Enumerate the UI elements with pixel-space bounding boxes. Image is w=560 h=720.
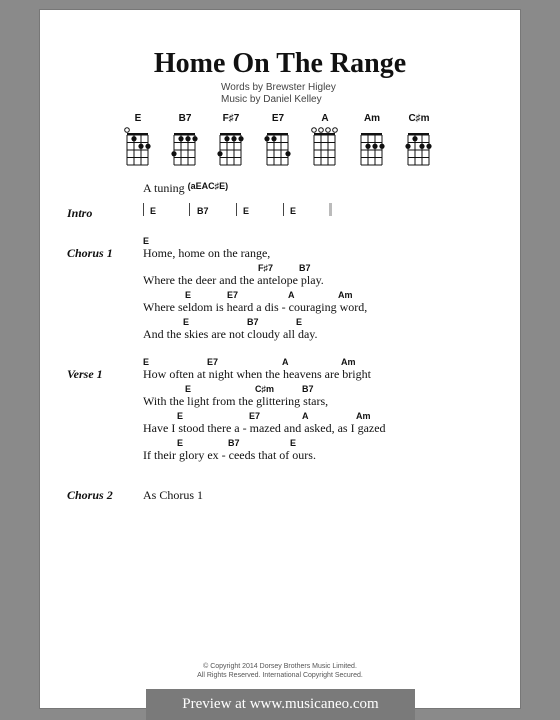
finger-dot [372, 144, 377, 149]
chord-name: F♯7 [222, 113, 240, 124]
copyright-line-2: All Rights Reserved. International Copyright Secured. [197, 672, 363, 679]
tuning-label [143, 181, 228, 196]
copyright-line-1: © Copyright 2014 Dorsey Brothers Music Limited. [203, 663, 357, 670]
nut [314, 133, 335, 136]
intro-chord: E [243, 206, 250, 216]
chord-symbol: B7 [302, 384, 314, 394]
fretboard-grid [263, 125, 293, 169]
finger-dot [412, 136, 417, 141]
lyric-line: If their glory ex - ceeds that of ours. [143, 448, 316, 462]
finger-dot [192, 136, 197, 141]
finger-dot [405, 144, 410, 149]
fretboard-grid [357, 125, 387, 169]
nut [361, 133, 382, 136]
chord-symbol: E7 [227, 290, 239, 300]
chord-symbol: A [288, 290, 295, 300]
finger-dot [185, 136, 190, 141]
lyric-line: Where seldom is heard a dis - couraging word, [143, 300, 368, 314]
fretboard-grid [123, 125, 153, 169]
tuning-notes: (aEAC♯E) [187, 181, 229, 191]
lyric-line: With the light from the glittering stars, [143, 394, 329, 408]
nut [127, 133, 148, 136]
fretboard-grid [216, 125, 246, 169]
finger-dot [419, 144, 424, 149]
finger-dot [145, 144, 150, 149]
sheet-music-page [39, 9, 521, 709]
section-label-chorus-1: Chorus 1 [67, 246, 113, 260]
finger-dot [131, 136, 136, 141]
tuning-text: A tuning [143, 181, 185, 195]
finger-dot [231, 136, 236, 141]
fretboard-grid [404, 125, 434, 169]
finger-dot [238, 136, 243, 141]
preview-watermark-banner[interactable]: Preview at www.musicaneo.com [146, 689, 415, 720]
chord-name: B7 [178, 113, 192, 124]
lyric-line: How often at night when the heavens are bright [143, 367, 371, 381]
fretboard-grid [310, 125, 340, 169]
nut [220, 133, 241, 136]
barline [143, 203, 144, 216]
finger-dot [171, 151, 176, 156]
intro-chord: E [150, 206, 157, 216]
finger-dot [224, 136, 229, 141]
section-label-intro: Intro [67, 206, 93, 220]
chord-symbol: Am [341, 357, 356, 367]
finger-dot [426, 144, 431, 149]
nut [267, 133, 288, 136]
chord-symbol: Am [338, 290, 353, 300]
nut [408, 133, 429, 136]
chord-name: C♯m [408, 113, 430, 124]
open-string-marker [326, 128, 331, 133]
lyric-line: Have I stood there a - mazed and asked, as I gazed [143, 421, 386, 435]
chord-symbol: E [185, 384, 192, 394]
section-label-chorus-2: Chorus 2 [67, 488, 113, 502]
chord-name: Am [363, 113, 381, 124]
nut [174, 133, 195, 136]
chord-symbol: E [185, 290, 192, 300]
intro-chord: B7 [197, 206, 209, 216]
chord-symbol: E [143, 236, 150, 246]
open-string-marker [333, 128, 338, 133]
chord-name: E7 [271, 113, 285, 124]
finger-dot [217, 151, 222, 156]
lyric-line: Home, home on the range, [143, 246, 271, 260]
chord-symbol: E [177, 411, 184, 421]
open-string-marker [319, 128, 324, 133]
chord-name: A [321, 113, 329, 124]
chord-symbol: B7 [228, 438, 240, 448]
fretboard-grid [170, 125, 200, 169]
barline [283, 203, 284, 216]
end-barline [329, 203, 332, 216]
song-title: Home On The Range [153, 48, 407, 79]
chord-symbol: A [302, 411, 309, 421]
chord-symbol: Am [356, 411, 371, 421]
chord-symbol: E [177, 438, 184, 448]
chord-name: E [134, 113, 142, 124]
finger-dot [365, 144, 370, 149]
barline [236, 203, 237, 216]
finger-dot [178, 136, 183, 141]
finger-dot [264, 136, 269, 141]
lyric-line: Where the deer and the antelope play. [143, 273, 324, 287]
finger-dot [271, 136, 276, 141]
finger-dot [138, 144, 143, 149]
chord-symbol: B7 [247, 317, 259, 327]
chord-symbol: E [290, 438, 297, 448]
lyric-line: And the skies are not cloudy all day. [143, 327, 318, 341]
chord-symbol: E [183, 317, 190, 327]
chord-symbol: E7 [249, 411, 261, 421]
finger-dot [379, 144, 384, 149]
chord-symbol: E [296, 317, 303, 327]
chord-symbol: F♯7 [258, 263, 274, 273]
chord-symbol: A [282, 357, 289, 367]
chord-symbol: E [143, 357, 150, 367]
repeat-instruction: As Chorus 1 [143, 488, 204, 502]
open-string-marker [125, 128, 130, 133]
composer-credit: Music by Daniel Kelley [221, 94, 322, 105]
section-label-verse-1: Verse 1 [67, 367, 103, 381]
intro-chord: E [290, 206, 297, 216]
chord-symbol: C♯m [255, 384, 275, 394]
finger-dot [285, 151, 290, 156]
lyricist-credit: Words by Brewster Higley [221, 82, 336, 93]
chord-symbol: E7 [207, 357, 219, 367]
barline [189, 203, 190, 216]
chord-symbol: B7 [299, 263, 311, 273]
open-string-marker [312, 128, 317, 133]
